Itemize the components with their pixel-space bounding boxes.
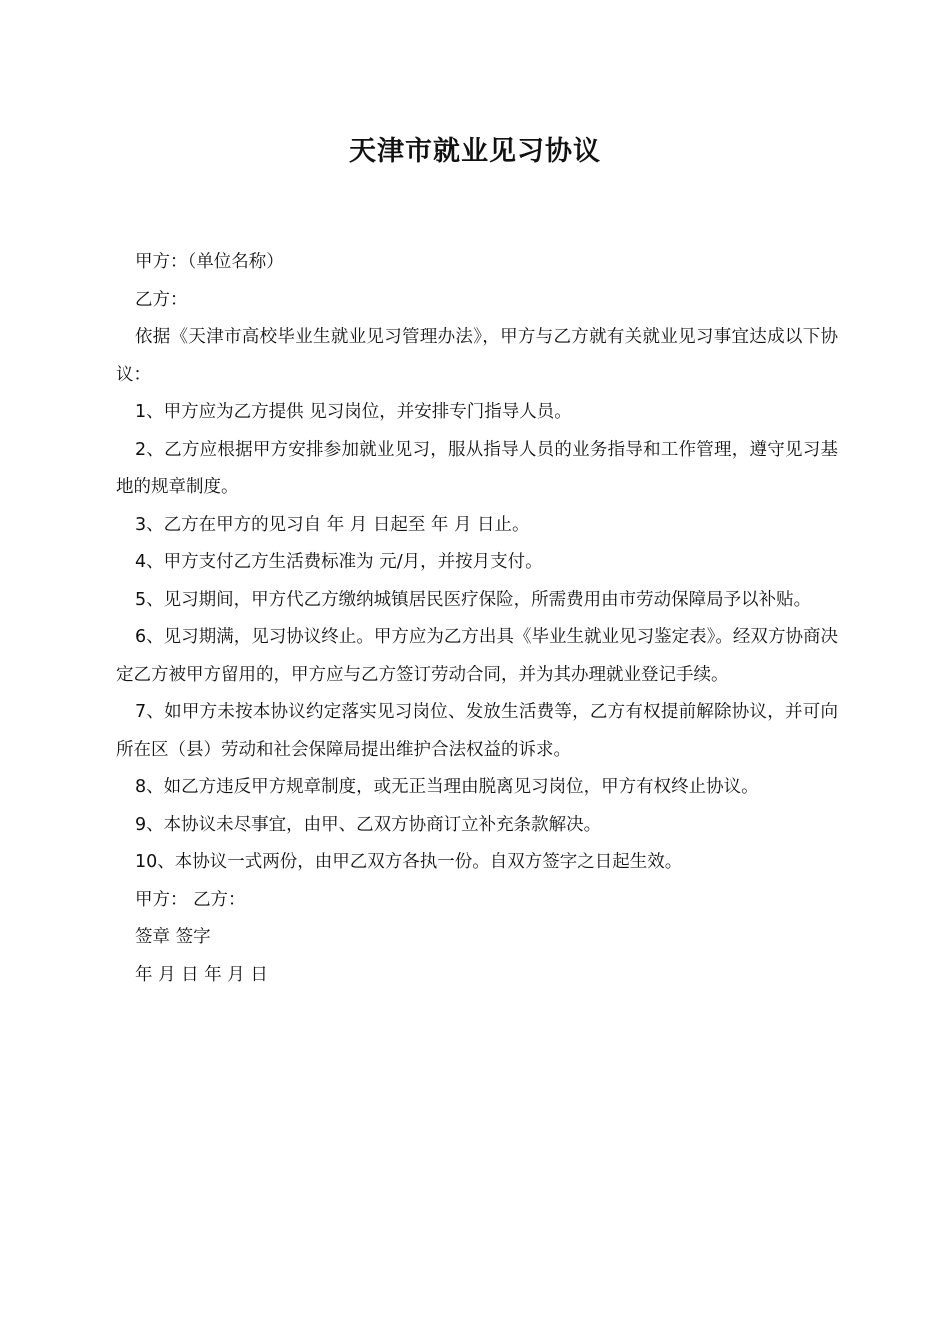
clause-3: 3、乙方在甲方的见习自 年 月 日起至 年 月 日止。: [135, 514, 530, 535]
intro-paragraph: 依据《天津市高校毕业生就业见习管理办法》，甲方与乙方就有关就业见习事宜达成以下协议：: [116, 327, 838, 385]
clause-9: 9、本协议未尽事宜，由甲、乙双方协商订立补充条款解决。: [135, 814, 602, 835]
clause-4: 4、甲方支付乙方生活费标准为 元/月，并按月支付。: [135, 552, 543, 572]
clause-8: 8、如乙方违反甲方规章制度，或无正当理由脱离见习岗位，甲方有权终止协议。: [135, 777, 759, 797]
party-b-line: 乙方：: [135, 289, 188, 310]
document-title: 天津市就业见习协议: [349, 136, 601, 167]
signature-date-line: 年 月 日 年 月 日: [135, 964, 268, 985]
clause-1: 1、甲方应为乙方提供 见习岗位，并安排专门指导人员。: [135, 402, 572, 422]
clause-5: 5、见习期间，甲方代乙方缴纳城镇居民医疗保险，所需费用由市劳动保障局予以补贴。: [135, 589, 812, 610]
clause-6: 6、见习期满，见习协议终止。甲方应为乙方出具《毕业生就业见习鉴定表》。经双方协商决定乙方被甲方留用的，甲方应与乙方签订劳动合同，并为其办理就业登记手续。: [116, 627, 838, 685]
clause-2: 2、乙方应根据甲方安排参加就业见习，服从指导人员的业务指导和工作管理，遵守见习基地的规章制度。: [116, 439, 838, 497]
signature-parties-line: 甲方： 乙方：: [135, 889, 246, 910]
clause-10: 10、本协议一式两份，由甲乙双方各执一份。自双方签字之日起生效。: [135, 852, 683, 872]
signature-sign-line: 签章 签字: [135, 927, 211, 947]
clause-7: 7、如甲方未按本协议约定落实见习岗位、发放生活费等，乙方有权提前解除协议，并可向所在区（县）劳动和社会保障局提出维护合法权益的诉求。: [116, 702, 838, 760]
document-body: [116, 244, 838, 994]
party-a-line: 甲方：（单位名称）: [135, 252, 284, 272]
